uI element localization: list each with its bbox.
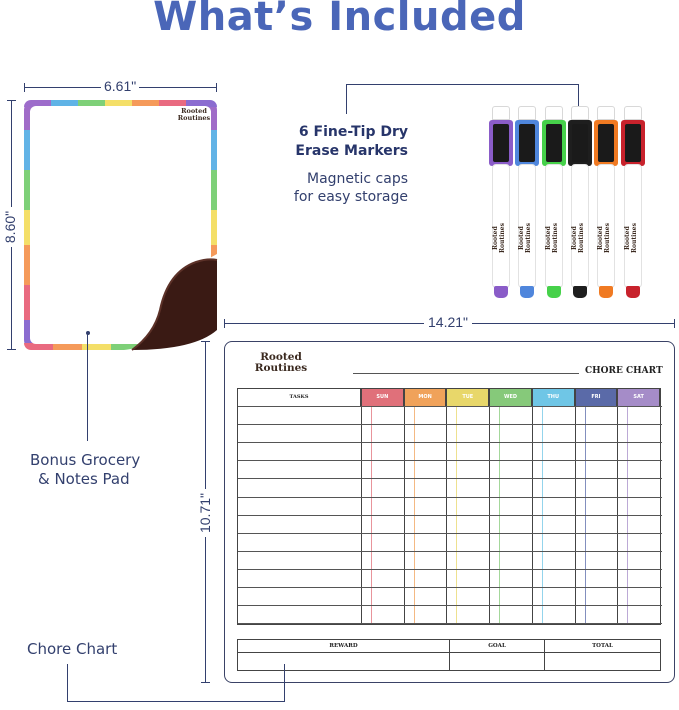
goal-header: GOAL xyxy=(488,643,506,649)
chore-chart-title-rule xyxy=(353,373,579,374)
marker-cap-clip xyxy=(518,106,536,120)
grid-row-divider xyxy=(238,442,662,443)
day-header-fri: FRI xyxy=(576,389,618,406)
chore-chart-logo-line2: Routines xyxy=(254,362,308,374)
marker-tip xyxy=(573,286,587,298)
notes-pad-logo-line2: Routines xyxy=(177,114,211,122)
magnetic-back-curl-icon xyxy=(124,250,234,360)
day-header-wed: WED xyxy=(490,389,532,406)
marker-brand-label: Rooted Routines xyxy=(492,223,506,253)
chore-chart-caption: Chore Chart xyxy=(27,640,121,659)
marker-eraser xyxy=(546,124,562,162)
markers-subtitle-line2: for easy storage xyxy=(293,189,408,205)
grid-row-divider xyxy=(238,515,662,516)
marker-cap-clip xyxy=(597,106,615,120)
grid-row-divider xyxy=(238,605,662,606)
notes-pad-logo xyxy=(174,108,214,122)
chore-chart-grid xyxy=(237,388,661,625)
marker-green xyxy=(542,106,566,300)
marker-black xyxy=(568,106,592,300)
marker-cap xyxy=(568,120,592,166)
markers-title xyxy=(288,123,408,161)
grid-row-divider xyxy=(238,478,662,479)
grid-row-divider xyxy=(238,569,662,570)
reward-table xyxy=(237,639,661,671)
marker-cap-clip xyxy=(492,106,510,120)
marker-tip xyxy=(599,286,613,298)
marker-brand-label: Rooted Routines xyxy=(545,223,559,253)
notes-pad-logo-line1: Rooted xyxy=(181,107,207,115)
marker-eraser xyxy=(598,124,614,162)
chore-chart-title: CHORE CHART xyxy=(585,366,663,376)
chore-chart-logo xyxy=(251,352,311,374)
reward-header-rule xyxy=(238,652,660,653)
chart-width-tick-left xyxy=(224,319,225,328)
tasks-header: TASKS xyxy=(238,389,361,406)
marker-eraser xyxy=(572,124,588,162)
markers-title-line1: 6 Fine-Tip Dry xyxy=(298,124,408,140)
marker-cap-clip xyxy=(545,106,563,120)
marker-eraser xyxy=(493,124,509,162)
marker-cap xyxy=(489,120,513,166)
marker-red xyxy=(621,106,645,300)
marker-tip xyxy=(494,286,508,298)
day-header-sat: SAT xyxy=(618,389,660,406)
notes-pad xyxy=(24,100,217,350)
chart-height-tick-top xyxy=(201,341,210,342)
notepad-width-label: 6.61" xyxy=(101,78,139,94)
markers-title-line2: Erase Markers xyxy=(295,143,408,159)
notes-pad-callout-line xyxy=(87,333,88,441)
grid-row-divider xyxy=(238,623,662,624)
day-header-tue: TUE xyxy=(447,389,489,406)
marker-eraser xyxy=(625,124,641,162)
marker-brand-label: Rooted Routines xyxy=(597,223,611,253)
total-header: TOTAL xyxy=(592,643,613,649)
marker-brand-label: Rooted Routines xyxy=(624,223,638,253)
marker-purple xyxy=(489,106,513,300)
marker-cap-clip xyxy=(624,106,642,120)
marker-brand-label: Rooted Routines xyxy=(518,223,532,253)
marker-cap xyxy=(594,120,618,166)
notepad-width-tick-right xyxy=(216,83,217,92)
notepad-height-tick-top xyxy=(7,100,16,101)
marker-cap-clip xyxy=(571,106,589,120)
chore-chart-callout-line xyxy=(67,664,285,702)
notes-pad-caption xyxy=(30,451,140,489)
marker-cap xyxy=(621,120,645,166)
notes-pad-caption-line1: Bonus Grocery xyxy=(30,451,141,469)
marker-tip xyxy=(626,286,640,298)
chart-width-label: 14.21" xyxy=(424,314,472,330)
grid-row-divider xyxy=(238,460,662,461)
grid-row-divider xyxy=(238,406,662,407)
chart-height-label: 10.71" xyxy=(197,489,213,537)
marker-eraser xyxy=(519,124,535,162)
grid-row-divider xyxy=(238,533,662,534)
day-header-thu: THU xyxy=(533,389,575,406)
chore-chart-logo-line1: Rooted xyxy=(260,351,302,363)
notes-pad-caption-line2: & Notes Pad xyxy=(38,470,130,488)
notepad-height-tick-bottom xyxy=(7,349,16,350)
grid-row-divider xyxy=(238,497,662,498)
day-header-sun: SUN xyxy=(362,389,404,406)
reward-header: REWARD xyxy=(329,643,358,649)
grid-row-divider xyxy=(238,587,662,588)
chart-width-tick-right xyxy=(674,319,675,328)
notepad-width-tick-left xyxy=(24,83,25,92)
marker-tip xyxy=(547,286,561,298)
markers-subtitle-line1: Magnetic caps xyxy=(306,171,408,187)
notepad-height-label: 8.60" xyxy=(2,207,18,247)
grid-row-divider xyxy=(238,551,662,552)
marker-cap xyxy=(542,120,566,166)
marker-tip xyxy=(520,286,534,298)
markers-subtitle xyxy=(270,170,408,206)
marker-cap xyxy=(515,120,539,166)
day-header-mon: MON xyxy=(405,389,447,406)
chore-chart xyxy=(224,341,675,683)
page-headline: What’s Included xyxy=(153,0,526,40)
marker-orange xyxy=(594,106,618,300)
marker-brand-label: Rooted Routines xyxy=(571,223,585,253)
marker-blue xyxy=(515,106,539,300)
grid-row-divider xyxy=(238,424,662,425)
